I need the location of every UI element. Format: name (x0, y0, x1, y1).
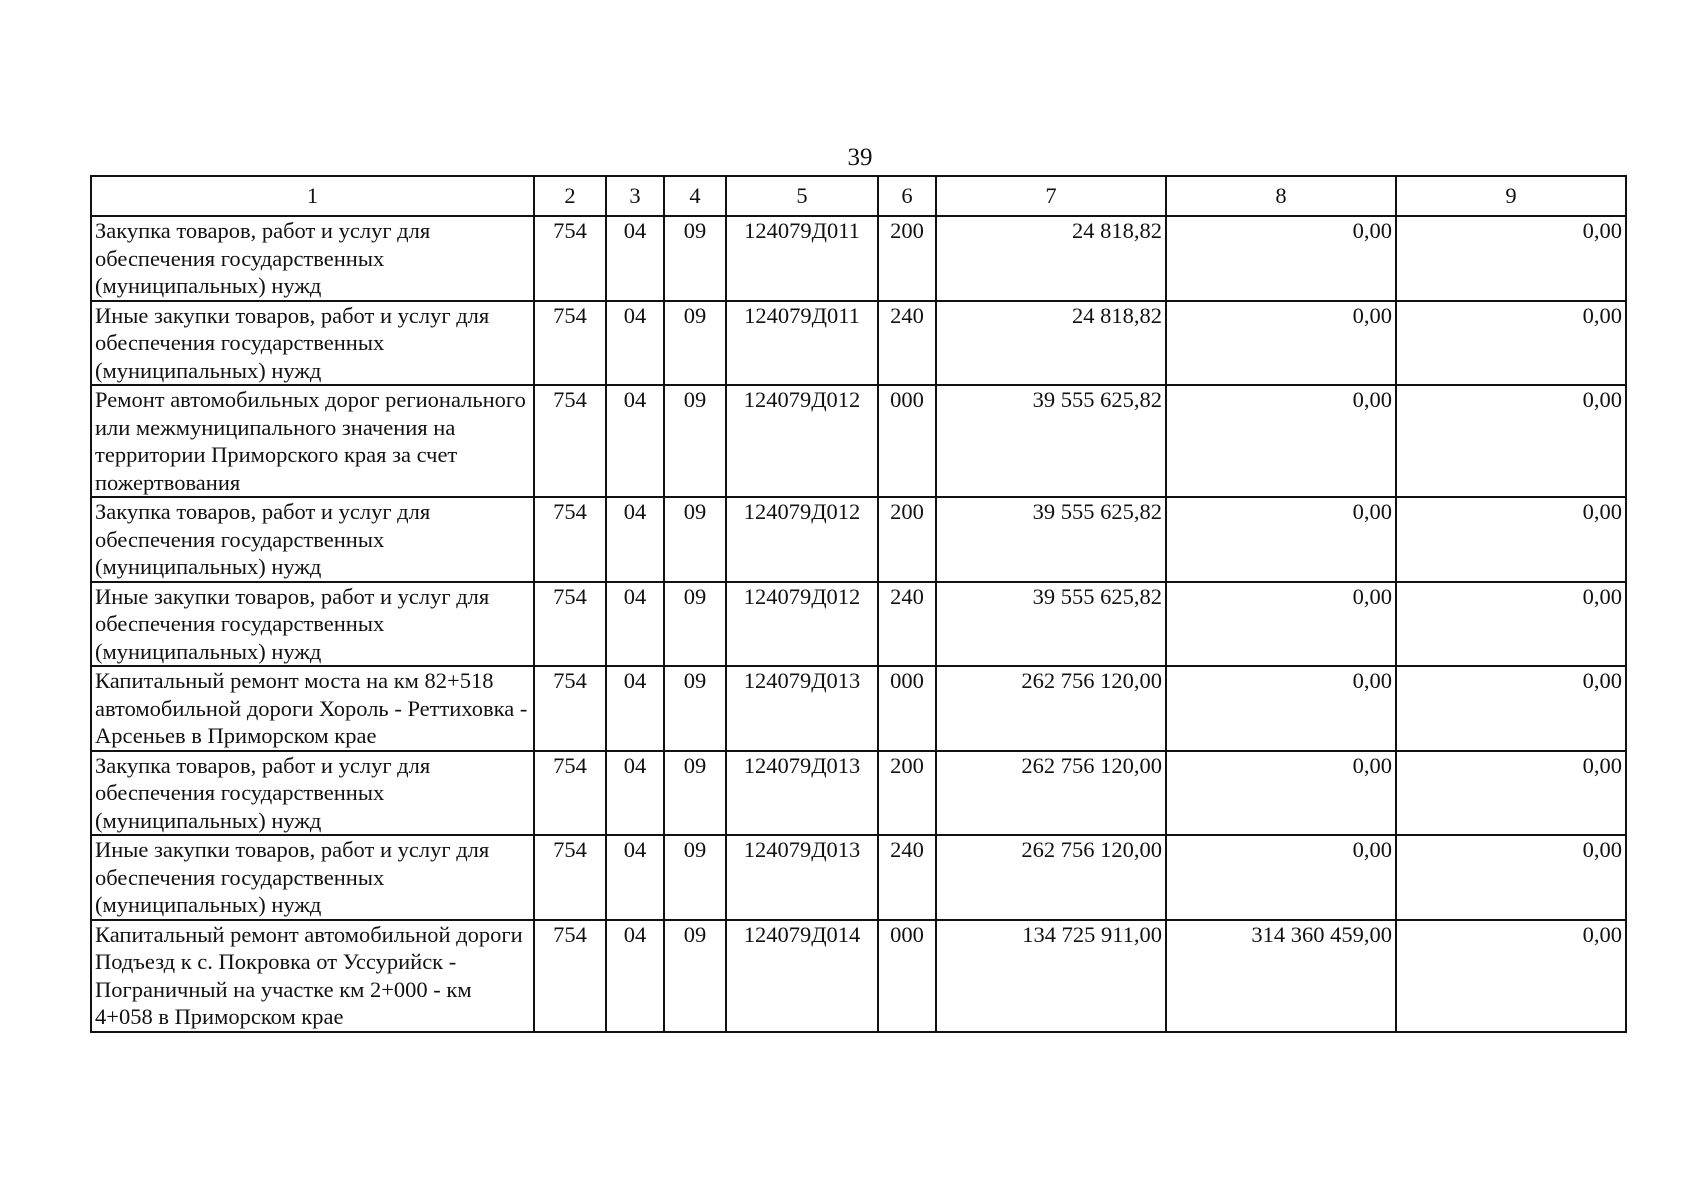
row-col-6: 240 (878, 301, 936, 386)
table-row (91, 666, 1626, 751)
row-col-6: 240 (878, 835, 936, 920)
row-col-9: 0,00 (1396, 920, 1626, 1032)
row-col-3: 04 (606, 666, 664, 751)
column-header-9: 9 (1396, 176, 1626, 216)
row-col-6: 240 (878, 582, 936, 667)
row-col-9: 0,00 (1396, 666, 1626, 751)
row-name: Иные закупки товаров, работ и услуг для обеспечения государственных (муниципальных) нужд (91, 582, 534, 667)
row-col-8: 0,00 (1166, 385, 1396, 497)
row-col-9: 0,00 (1396, 582, 1626, 667)
row-col-3: 04 (606, 497, 664, 582)
row-col-8: 0,00 (1166, 582, 1396, 667)
row-col-9: 0,00 (1396, 497, 1626, 582)
row-col-3: 04 (606, 216, 664, 301)
row-col-9: 0,00 (1396, 751, 1626, 836)
row-col-7: 39 555 625,82 (936, 582, 1166, 667)
row-col-2: 754 (534, 497, 606, 582)
row-col-7: 24 818,82 (936, 301, 1166, 386)
budget-table (90, 175, 1627, 1033)
table-row (91, 835, 1626, 920)
row-col-5: 124079Д013 (726, 751, 878, 836)
row-name: Закупка товаров, работ и услуг для обеспечения государственных (муниципальных) нужд (91, 216, 534, 301)
row-col-3: 04 (606, 582, 664, 667)
row-col-6: 000 (878, 385, 936, 497)
row-col-7: 134 725 911,00 (936, 920, 1166, 1032)
row-col-2: 754 (534, 301, 606, 386)
table-row (91, 216, 1626, 301)
row-col-4: 09 (664, 301, 726, 386)
row-col-8: 0,00 (1166, 216, 1396, 301)
row-col-8: 0,00 (1166, 301, 1396, 386)
row-col-8: 0,00 (1166, 751, 1396, 836)
table-row (91, 385, 1626, 497)
column-header-6: 6 (878, 176, 936, 216)
table-row (91, 497, 1626, 582)
row-name: Капитальный ремонт автомобильной дороги Подъезд к с. Покровка от Уссурийск - Пограничный на участке км 2+000 - км 4+058 в Приморском крае (91, 920, 534, 1032)
row-col-3: 04 (606, 751, 664, 836)
column-header-4: 4 (664, 176, 726, 216)
row-col-4: 09 (664, 497, 726, 582)
row-col-3: 04 (606, 301, 664, 386)
column-header-5: 5 (726, 176, 878, 216)
row-col-5: 124079Д012 (726, 582, 878, 667)
column-header-1: 1 (91, 176, 534, 216)
row-name: Иные закупки товаров, работ и услуг для обеспечения государственных (муниципальных) нужд (91, 301, 534, 386)
row-name: Капитальный ремонт моста на км 82+518 автомобильной дороги Хороль - Реттиховка - Арсеньев в Приморском крае (91, 666, 534, 751)
row-col-7: 262 756 120,00 (936, 666, 1166, 751)
row-col-5: 124079Д012 (726, 497, 878, 582)
row-col-6: 000 (878, 920, 936, 1032)
row-col-9: 0,00 (1396, 385, 1626, 497)
header-row (91, 176, 1626, 216)
table-row (91, 301, 1626, 386)
row-col-5: 124079Д014 (726, 920, 878, 1032)
table-row (91, 751, 1626, 836)
row-name: Закупка товаров, работ и услуг для обеспечения государственных (муниципальных) нужд (91, 751, 534, 836)
column-header-3: 3 (606, 176, 664, 216)
row-name: Ремонт автомобильных дорог регионального или межмуниципального значения на территории Приморского края за счет пожертвования (91, 385, 534, 497)
row-col-2: 754 (534, 582, 606, 667)
row-col-5: 124079Д013 (726, 666, 878, 751)
row-col-4: 09 (664, 751, 726, 836)
row-col-6: 200 (878, 497, 936, 582)
row-col-8: 314 360 459,00 (1166, 920, 1396, 1032)
row-col-4: 09 (664, 835, 726, 920)
row-col-2: 754 (534, 385, 606, 497)
row-col-4: 09 (664, 666, 726, 751)
row-col-5: 124079Д013 (726, 835, 878, 920)
row-col-6: 200 (878, 751, 936, 836)
row-col-8: 0,00 (1166, 835, 1396, 920)
row-col-4: 09 (664, 216, 726, 301)
row-col-5: 124079Д011 (726, 301, 878, 386)
row-col-3: 04 (606, 920, 664, 1032)
row-col-9: 0,00 (1396, 835, 1626, 920)
column-header-2: 2 (534, 176, 606, 216)
row-col-9: 0,00 (1396, 301, 1626, 386)
table-row (91, 582, 1626, 667)
row-name: Иные закупки товаров, работ и услуг для обеспечения государственных (муниципальных) нужд (91, 835, 534, 920)
row-col-6: 000 (878, 666, 936, 751)
row-col-2: 754 (534, 835, 606, 920)
row-col-9: 0,00 (1396, 216, 1626, 301)
row-col-7: 39 555 625,82 (936, 385, 1166, 497)
column-header-8: 8 (1166, 176, 1396, 216)
page-number: 39 (847, 144, 873, 171)
row-col-8: 0,00 (1166, 666, 1396, 751)
row-col-5: 124079Д012 (726, 385, 878, 497)
row-col-8: 0,00 (1166, 497, 1396, 582)
row-col-2: 754 (534, 666, 606, 751)
row-col-6: 200 (878, 216, 936, 301)
row-col-4: 09 (664, 385, 726, 497)
row-name: Закупка товаров, работ и услуг для обеспечения государственных (муниципальных) нужд (91, 497, 534, 582)
row-col-7: 262 756 120,00 (936, 835, 1166, 920)
row-col-7: 39 555 625,82 (936, 497, 1166, 582)
column-header-7: 7 (936, 176, 1166, 216)
row-col-2: 754 (534, 751, 606, 836)
row-col-2: 754 (534, 216, 606, 301)
row-col-4: 09 (664, 920, 726, 1032)
row-col-7: 24 818,82 (936, 216, 1166, 301)
row-col-7: 262 756 120,00 (936, 751, 1166, 836)
row-col-4: 09 (664, 582, 726, 667)
row-col-3: 04 (606, 835, 664, 920)
row-col-3: 04 (606, 385, 664, 497)
row-col-5: 124079Д011 (726, 216, 878, 301)
row-col-2: 754 (534, 920, 606, 1032)
table-row (91, 920, 1626, 1032)
